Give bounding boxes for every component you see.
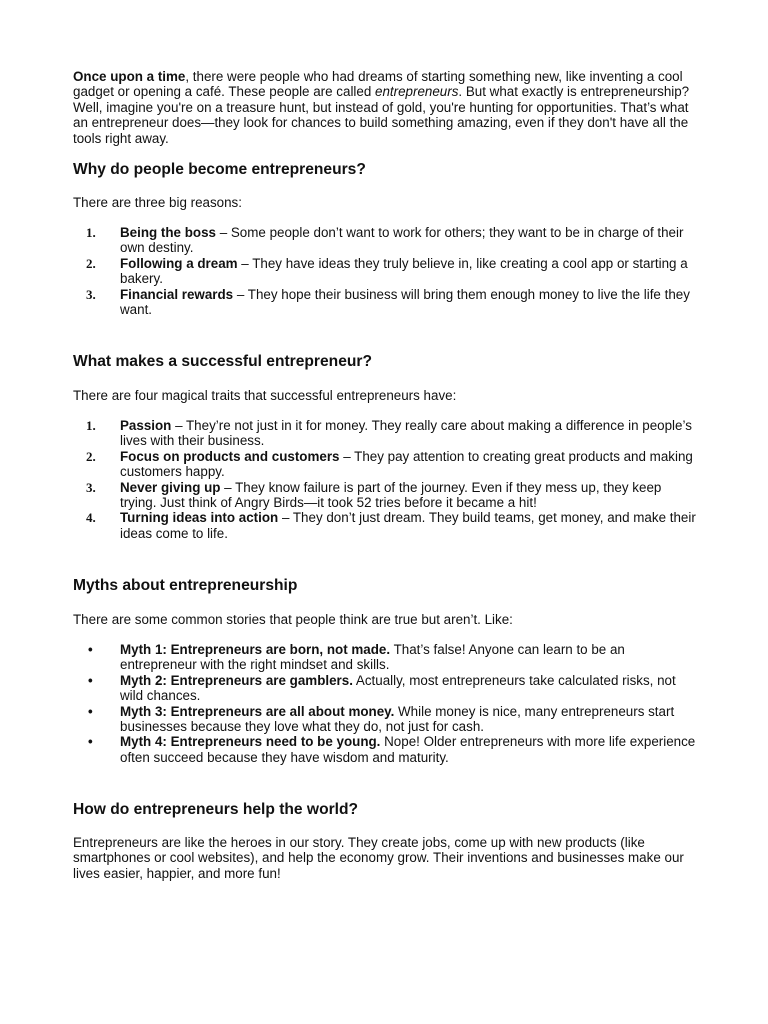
- intro-lead: Once upon a time: [73, 69, 186, 84]
- bullet-marker: •: [88, 642, 93, 657]
- list-marker: 1.: [86, 225, 96, 240]
- bullet-marker: •: [88, 734, 93, 750]
- list-item: [73, 418, 699, 449]
- why-list: [73, 225, 699, 317]
- list-item-term: Myth 2: Entrepreneurs are gamblers.: [120, 672, 353, 688]
- list-item-text: That’s false! Anyone can learn to be an entrepreneur with the right mindset and skills.: [120, 642, 625, 673]
- list-marker: 3.: [86, 479, 96, 495]
- list-item: [73, 734, 699, 765]
- list-marker: 1.: [86, 418, 96, 433]
- intro-paragraph: [73, 69, 699, 146]
- list-item: [73, 480, 699, 511]
- list-item-term: Turning ideas into action: [120, 510, 279, 526]
- list-marker: 2.: [86, 448, 96, 464]
- list-item-text: – They’re not just in it for money. They really care about making a difference in people’s lives with their business.: [120, 418, 692, 449]
- list-item-text: – Some people don’t want to work for others; they want to be in charge of their own destiny.: [120, 225, 684, 256]
- list-item-text: – They know failure is part of the journey. Even if they mess up, they keep trying. Just think of Angry Birds—it took 52 tries before it became a hit!: [120, 479, 662, 511]
- list-item-text: – They hope their business will bring them enough money to live the life they want.: [120, 286, 690, 318]
- list-item: [73, 287, 699, 318]
- bullet-marker: •: [88, 703, 93, 719]
- list-item-term: Myth 4: Entrepreneurs need to be young.: [120, 734, 381, 750]
- list-marker: 3.: [86, 286, 96, 302]
- myths-lead: There are some common stories that people think are true but aren’t. Like:: [73, 612, 513, 627]
- list-item-text: Nope! Older entrepreneurs with more life experience often succeed because they have wisdom and maturity.: [120, 734, 696, 765]
- intro-text-2: . But what exactly is entrepreneurship? Well, imagine you're on a treasure hunt, but instead of gold, you're hunting for opportunities. That’s what an entrepreneur does—they look for chances to build something amazing, even if they don't have all the tools right away.: [73, 84, 690, 146]
- list-item-term: Myth 1: Entrepreneurs are born, not made.: [120, 642, 391, 657]
- help-heading: How do entrepreneurs help the world?: [73, 801, 359, 818]
- list-item-term: Financial rewards: [120, 286, 234, 302]
- why-lead: There are three big reasons:: [73, 195, 242, 210]
- list-item-term: Myth 3: Entrepreneurs are all about money.: [120, 703, 395, 719]
- list-item-term: Focus on products and customers: [120, 448, 340, 464]
- list-item-text: – They don’t just dream. They build teams, get money, and make their ideas come to life.: [120, 510, 696, 541]
- list-item-term: Passion: [120, 418, 172, 433]
- list-item-text: While money is nice, many entrepreneurs start businesses because they love what they do, not just for cash.: [120, 703, 675, 735]
- list-item: [73, 704, 699, 735]
- list-item-text: Actually, most entrepreneurs take calculated risks, not wild chances.: [120, 672, 676, 704]
- list-item-term: Following a dream: [120, 255, 238, 271]
- list-item-text: – They pay attention to creating great products and making customers happy.: [120, 448, 693, 480]
- myths-list: [73, 642, 699, 765]
- list-item-term: Never giving up: [120, 479, 221, 495]
- list-marker: 2.: [86, 255, 96, 271]
- list-item: [73, 225, 699, 256]
- list-item: [73, 256, 699, 287]
- help-paragraph: Entrepreneurs are like the heroes in our story. They create jobs, come up with new products (like smartphones or cool websites), and help the economy grow. Their inventions and businesses make our lives easier, happier, and more fun!: [73, 835, 684, 881]
- list-item-term: Being the boss: [120, 225, 216, 240]
- intro-text-1: , there were people who had dreams of starting something new, like inventing a cool gadget or opening a café. These people are called: [73, 69, 683, 100]
- traits-list: [73, 418, 699, 541]
- intro-italic-term: entrepreneurs: [375, 84, 459, 100]
- list-marker: 4.: [86, 510, 96, 526]
- list-item-text: – They have ideas they truly believe in, like creating a cool app or starting a bakery.: [120, 255, 688, 287]
- list-item: [73, 673, 699, 704]
- traits-heading: What makes a successful entrepreneur?: [73, 353, 372, 370]
- list-item: [73, 510, 699, 541]
- why-heading: Why do people become entrepreneurs?: [73, 161, 366, 178]
- myths-heading: Myths about entrepreneurship: [73, 577, 298, 594]
- list-item: [73, 449, 699, 480]
- list-item: [73, 642, 699, 673]
- traits-lead: There are four magical traits that successful entrepreneurs have:: [73, 388, 457, 403]
- bullet-marker: •: [88, 672, 93, 688]
